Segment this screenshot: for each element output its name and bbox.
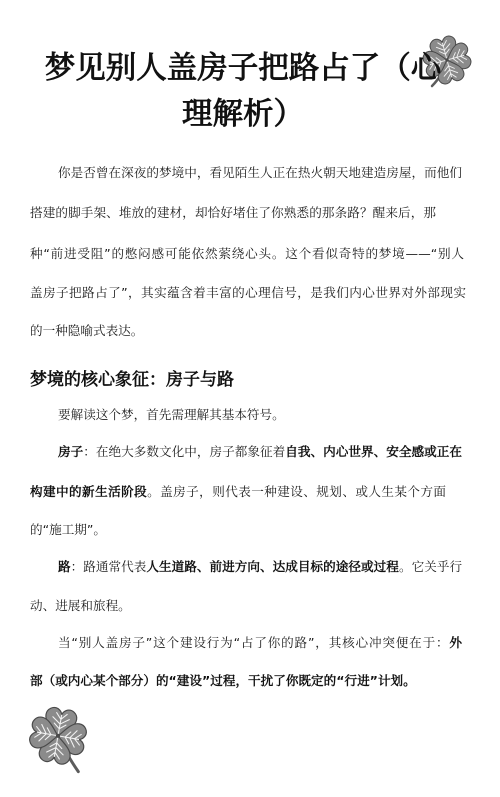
text-segment: 当“别人盖房子”这个建设行为“占了你的路”，其核心冲突便在于： — [58, 635, 450, 650]
text-line — [58, 442, 462, 462]
text-line — [58, 557, 462, 577]
text-line — [58, 633, 462, 653]
text-line: 你是否曾在深夜的梦境中，看见陌生人正在热火朝天地建造房屋，而他们 — [58, 165, 462, 180]
section-lead: 要解读这个梦，首先需理解其基本符号。 — [58, 407, 285, 422]
text-line: 盖房子把路占了”，其实蕴含着丰富的心理信号，是我们内心世界对外部现实 — [30, 285, 466, 300]
text-line — [30, 520, 106, 540]
term-road: 路 — [58, 559, 71, 574]
text-segment: 。它关乎行 — [398, 559, 463, 574]
text-segment: 。盖房子，则代表一种建设、规划、或人生某个方面 — [147, 484, 447, 499]
text-line: 的一种隐喻式表达。 — [30, 323, 144, 338]
term-house: 房子 — [58, 444, 84, 459]
text-line — [30, 671, 416, 691]
text-line: 搭建的脚手架、堆放的建材，却恰好堵住了你熟悉的那条路？醒来后，那 — [30, 205, 436, 220]
clover-icon — [22, 700, 94, 780]
text-segment: ：路通常代表 — [70, 559, 147, 574]
text-line — [30, 596, 131, 616]
emphasis-segment: 部（或内心某个部分）的“建设”过程，干扰了你既定的“行进”计划。 — [30, 673, 416, 688]
section-heading: 梦境的核心象征：房子与路 — [30, 370, 234, 390]
emphasis-segment: 外 — [449, 635, 462, 650]
emphasis-segment: 构建中的新生活阶段 — [30, 484, 148, 499]
text-segment: ：在绝大多数文化中，房子都象征着 — [83, 444, 286, 459]
text-segment: 动、进展和旅程。 — [30, 598, 131, 613]
clover-center — [56, 734, 60, 738]
emphasis-segment: 人生道路、前进方向、达成目标的途径或过程 — [146, 559, 399, 574]
article-title: 梦见别人盖房子把路占了（心理解析） — [44, 51, 442, 132]
text-line — [30, 482, 446, 502]
emphasis-segment: 自我、内心世界、安全感或正在 — [285, 444, 463, 459]
text-segment: 的“施工期”。 — [30, 522, 107, 537]
text-line: 种“前进受阻”的憋闷感可能依然萦绕心头。这个看似奇特的梦境——“别人 — [30, 246, 464, 261]
